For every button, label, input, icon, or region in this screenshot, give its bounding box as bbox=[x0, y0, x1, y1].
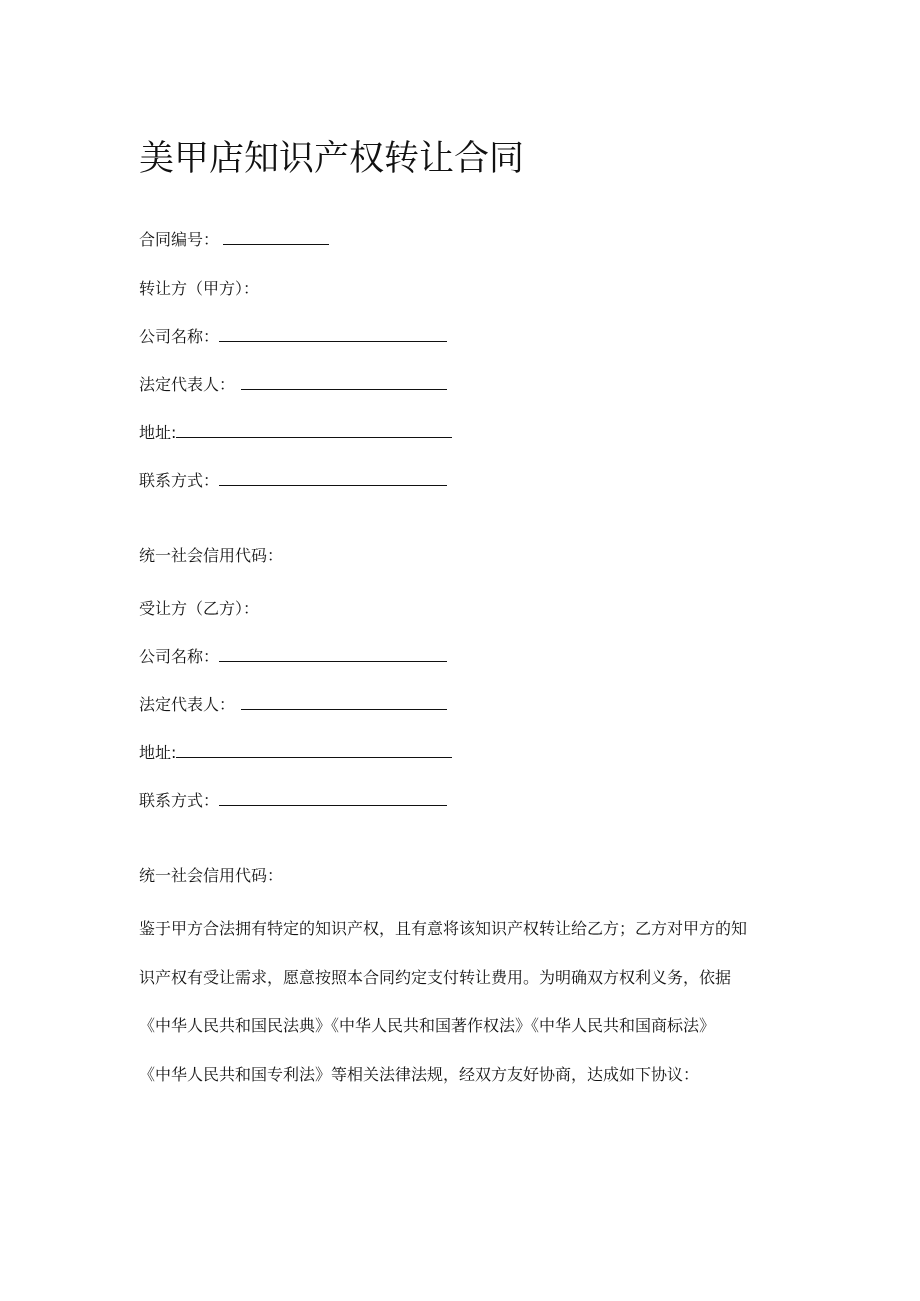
party-b-contact-blank bbox=[219, 791, 447, 806]
party-a-contact-blank bbox=[219, 471, 447, 486]
party-a-rep-label: 法定代表人： bbox=[139, 375, 236, 394]
party-a-address-blank bbox=[176, 423, 452, 438]
party-a-address-line bbox=[139, 422, 452, 444]
party-a-company-line bbox=[139, 326, 447, 348]
contract-no-blank bbox=[223, 230, 329, 245]
contract-no-label: 合同编号： bbox=[139, 230, 220, 249]
party-a-rep-line bbox=[139, 374, 447, 396]
preamble-line: 《中华人民共和国专利法》等相关法律法规，经双方友好协商，达成如下协议： bbox=[139, 1065, 700, 1084]
contract-no-line bbox=[139, 229, 329, 251]
party-a-heading: 转让方（甲方）： bbox=[139, 279, 260, 298]
party-b-company-blank bbox=[219, 647, 447, 662]
party-b-address-label: 地址: bbox=[139, 743, 177, 762]
party-a-company-blank bbox=[219, 327, 447, 342]
party-b-rep-label: 法定代表人： bbox=[139, 695, 236, 714]
preamble-line: 识产权有受让需求，愿意按照本合同约定支付转让费用。为明确双方权利义务，依据 bbox=[139, 968, 732, 987]
party-b-company-label: 公司名称： bbox=[139, 647, 220, 666]
party-a-address-label: 地址: bbox=[139, 423, 177, 442]
preamble-line: 鉴于甲方合法拥有特定的知识产权，且有意将该知识产权转让给乙方；乙方对甲方的知 bbox=[139, 919, 748, 938]
party-b-rep-blank bbox=[241, 695, 447, 710]
document-title: 美甲店知识产权转让合同 bbox=[139, 139, 525, 179]
party-b-contact-line bbox=[139, 790, 447, 812]
party-a-company-label: 公司名称： bbox=[139, 327, 220, 346]
party-b-company-line bbox=[139, 646, 447, 668]
party-b-contact-label: 联系方式： bbox=[139, 791, 220, 810]
preamble-line: 《中华人民共和国民法典》《中华人民共和国著作权法》《中华人民共和国商标法》 bbox=[139, 1016, 716, 1035]
party-b-rep-line bbox=[139, 694, 447, 716]
party-b-heading: 受让方（乙方）： bbox=[139, 599, 260, 618]
party-b-address-blank bbox=[176, 743, 452, 758]
party-b-credit-code: 统一社会信用代码： bbox=[139, 866, 284, 885]
party-a-contact-line bbox=[139, 470, 447, 492]
party-a-rep-blank bbox=[241, 375, 447, 390]
party-a-contact-label: 联系方式： bbox=[139, 471, 220, 490]
party-a-credit-code: 统一社会信用代码： bbox=[139, 546, 284, 565]
party-b-address-line bbox=[139, 742, 452, 764]
